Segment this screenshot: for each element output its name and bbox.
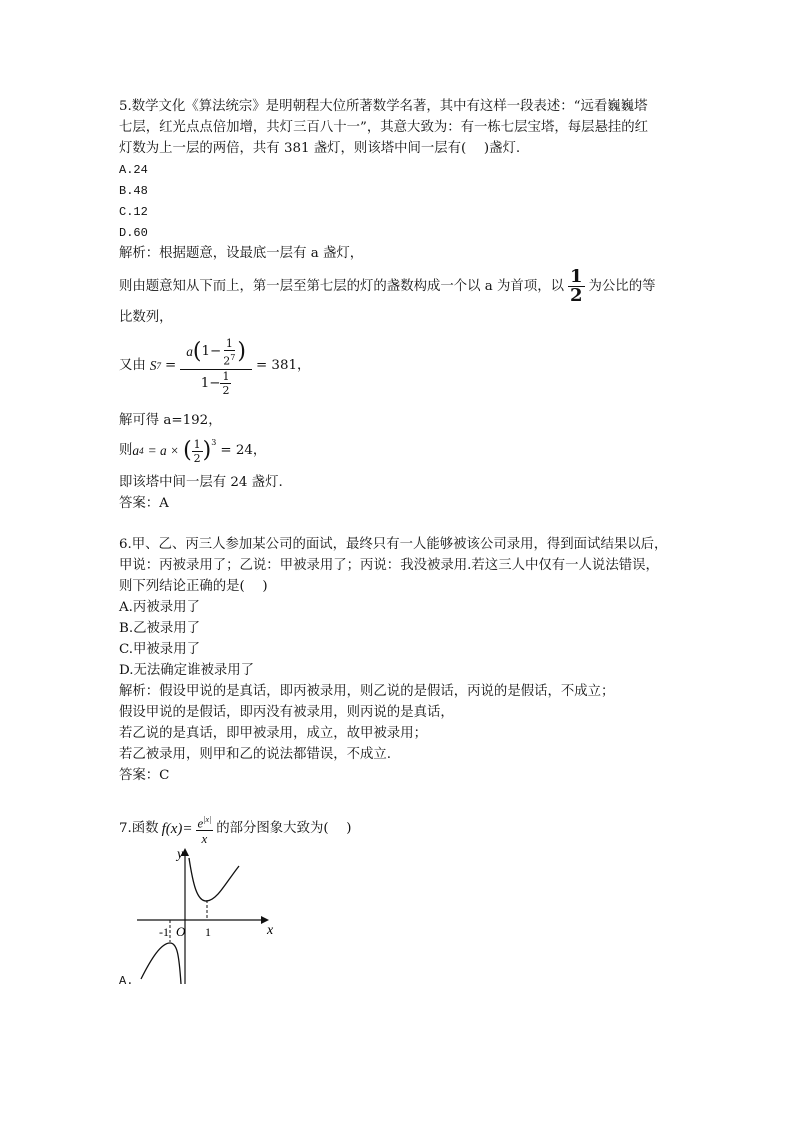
q7-graph-a (119, 844, 289, 990)
q5-stem-line-2: 七层，红光点点倍加增，共灯三百八十一”，其意大致为：有一栋七层宝塔，每层悬挂的红 (119, 120, 649, 135)
q5-half-numerator: 1 (570, 266, 583, 287)
tick-pos-label: 1 (205, 925, 211, 939)
q5-analysis-line-3: 比数列， (119, 310, 173, 325)
q5-sum-numerator: a ( 1− $\frac{1}{2^7}$ ) (180, 335, 252, 370)
q5-option-b: B.48 (119, 184, 148, 198)
q5-a4-mid: = a × (147, 443, 180, 458)
q5-stem-line-3: 灯数为上一层的两倍，共有 381 盏灯，则该塔中间一层有( )盏灯. (119, 141, 521, 156)
q5-sum-denominator (199, 370, 234, 397)
q7-func-num: e (197, 815, 204, 831)
q5-stem-line-1: 5.数学文化《算法统宗》是明朝程大位所著数学名著，其中有这样一段表述：“远看巍巍塔 (119, 99, 648, 114)
q6-option-c: C.甲被录用了 (119, 642, 200, 657)
q5-answer: 答案：A (119, 496, 169, 511)
q6-stem-line-1: 6.甲、乙、丙三人参加某公司的面试，最终只有一人能够被该公司录用，得到面试结果以后， (119, 537, 668, 552)
q5-solve: 解可得 a=192， (119, 413, 222, 428)
q7-stem (119, 812, 351, 846)
q7-func-den: x (201, 831, 208, 847)
q5-sum-formula: 又由 S 7 = a ( 1− $\frac{1}{2^7}$ ) 1− $\frac{1}{2}$ = 381， (119, 336, 311, 397)
q7-func-fraction (196, 812, 214, 846)
q5-sum-den-fraction (220, 370, 231, 397)
q5-sum-pre: 又由 (119, 358, 146, 373)
curve-right-branch (189, 858, 239, 901)
q6-stem-line-2: 甲说：丙被录用了；乙说：甲被录用了；丙说：我没被录用.若这三人中仅有一人说法错误， (119, 558, 659, 573)
q7-stem-pre: 7.函数 (119, 821, 159, 836)
q5-a4-fraction (192, 438, 203, 465)
q5-analysis-line-2-pre: 则由题意知从下而上，第一层至第七层的灯的盏数构成一个以 a 为首项，以 (119, 278, 564, 294)
q5-sum-rhs: = 381， (255, 358, 311, 373)
q6-stem-line-3: 则下列结论正确的是( ) (119, 579, 268, 594)
q5-conclusion: 即该塔中间一层有 24 盏灯. (119, 475, 283, 490)
q5-a4-formula: 则 a 4 = a × ( $\frac{1}{2}$ ) $^3$ = 24， (119, 434, 266, 468)
q5-sum-inner-num: 1 (225, 336, 233, 350)
x-axis-label: x (267, 923, 274, 938)
q6-analysis-line-4: 若乙被录用，则甲和乙的说法都错误，不成立. (119, 747, 392, 762)
q5-a4-frac-den: 2 (193, 451, 201, 465)
y-axis-label: y (177, 847, 184, 862)
q7-stem-post: 的部分图象大致为( ) (216, 821, 352, 836)
q7-func-lhs: f(x)= (161, 821, 193, 837)
q5-sum-num-one: 1− (201, 344, 222, 359)
q5-sum-inner-exp: 7 (230, 352, 236, 362)
q6-option-a: A.丙被录用了 (119, 600, 200, 615)
q5-a4-rhs: = 24， (220, 443, 267, 458)
q6-option-b: B.乙被录用了 (119, 621, 201, 636)
q6-option-d: D.无法确定谁被录用了 (119, 663, 255, 678)
q5-sum-den-num: 1 (222, 370, 230, 383)
q5-option-d: D.60 (119, 226, 148, 240)
q5-sum-inner-den: 2 (223, 354, 231, 368)
q5-sum-den-one: 1− (200, 375, 221, 391)
q6-analysis-line-1: 解析：假设甲说的是真话，即丙被录用，则乙说的是假话，丙说的是假话，不成立； (119, 684, 615, 699)
q5-half-denominator: 2 (570, 285, 583, 306)
q5-a4-pre: 则 (119, 443, 133, 458)
q6-analysis-line-2: 假设甲说的是假话，即丙没有被录用，则丙说的是真话， (119, 705, 454, 720)
q5-analysis-line-1: 解析：根据题意，设最底一层有 a 盏灯， (119, 246, 364, 261)
q5-analysis-line-2-post: 为公比的等 (588, 278, 656, 294)
q5-a4-exp: 3 (211, 438, 217, 447)
q5-a4-frac-num: 1 (193, 437, 201, 451)
q5-sum-den-den: 2 (222, 384, 230, 397)
curve-left-branch (141, 943, 181, 984)
q5-option-c: C.12 (119, 205, 148, 219)
q5-sum-fraction (180, 335, 252, 397)
q7-option-a-label: A. (119, 974, 134, 988)
tick-neg-label: -1 (159, 925, 169, 939)
q5-a4-sub: 4 (139, 446, 144, 456)
q6-answer: 答案：C (119, 768, 170, 783)
q5-sum-lhs: S (149, 358, 157, 373)
q5-analysis-line-2 (119, 268, 655, 305)
q5-sum-sub: 7 (156, 361, 161, 371)
q5-sum-inner-fraction (221, 337, 237, 368)
q5-option-a: A.24 (119, 163, 148, 177)
q5-a4-lhs: a (132, 443, 140, 458)
origin-label: O (176, 924, 186, 939)
q6-analysis-line-3: 若乙说的是真话，即甲被录用，成立，故甲被录用； (119, 726, 427, 741)
q5-half-fraction (568, 268, 585, 305)
q7-func-num-exp: |x| (203, 814, 212, 824)
q5-sum-num-a: a (186, 344, 193, 359)
